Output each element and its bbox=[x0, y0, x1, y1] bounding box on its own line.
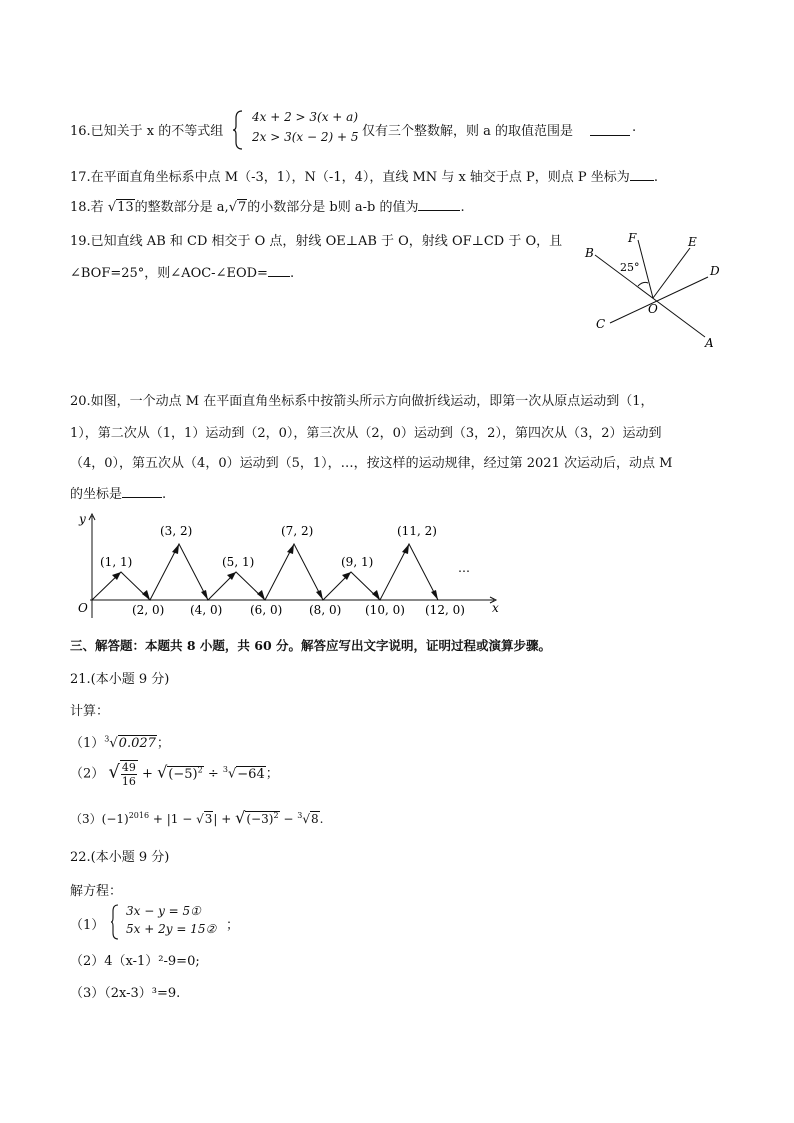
root-index: 3 bbox=[104, 734, 110, 744]
q17-end: . bbox=[653, 170, 658, 185]
q22-part3: （3）（2x-3）³=9. bbox=[70, 986, 181, 1001]
q22-part2: （2）4（x-1）²-9=0; bbox=[70, 954, 200, 969]
q22-sub: 解方程： bbox=[70, 884, 123, 899]
q17-blank bbox=[630, 167, 654, 181]
q22-title: 22.(本小题 9 分) bbox=[70, 850, 170, 865]
q19-line2: ∠BOF=25°，则∠AOC-∠EOD= bbox=[70, 266, 268, 281]
peak-label: (1, 1) bbox=[100, 555, 133, 569]
label-F: F bbox=[628, 231, 637, 245]
angle-arc bbox=[638, 282, 648, 286]
zigzag-figure bbox=[70, 508, 510, 620]
fraction: $\frac{49}{16}$ bbox=[121, 761, 136, 788]
arrowhead bbox=[142, 590, 150, 600]
q16-line1: 4x + 2 > 3(x + a) bbox=[252, 110, 359, 124]
ray-OE bbox=[653, 248, 690, 298]
bottom-label: (10, 0) bbox=[365, 603, 405, 617]
arrowhead bbox=[257, 590, 265, 600]
q21-part1: $(1)^3√0.027$； bbox=[70, 734, 170, 751]
q17-text: 17.在平面直角坐标系中点 M（-3，1），N（-1，4），直线 MN 与 x 轴交于点 P，则点 P 坐标为 bbox=[70, 170, 630, 185]
q21-title: 21.(本小题 9 分) bbox=[70, 672, 170, 687]
arrowhead bbox=[402, 544, 409, 554]
peak-label: (3, 2) bbox=[160, 524, 193, 538]
q19-line1: 19.已知直线 AB 和 CD 相交于 O 点，射线 OE⊥AB 于 O，射线 OF⊥CD 于 O，且 bbox=[70, 234, 563, 249]
question-19-line2 bbox=[70, 262, 294, 281]
question-17 bbox=[70, 166, 658, 185]
arrowhead bbox=[431, 590, 438, 600]
radicand: 0.027 bbox=[118, 736, 156, 751]
label-B: B bbox=[585, 246, 594, 260]
q21-part2: （2） √ $\frac{49}{16}$ + $√(-5)^2 \div ^3√-64$； bbox=[70, 761, 279, 788]
q16-blank bbox=[590, 120, 630, 136]
label-angle: 25° bbox=[620, 261, 640, 274]
eq1: 3x − y = 5① bbox=[126, 904, 201, 918]
zigzag-path bbox=[92, 544, 438, 600]
arrowheads bbox=[112, 544, 438, 600]
peak-label: (9, 1) bbox=[341, 555, 374, 569]
label-O: O bbox=[648, 302, 658, 316]
arrowhead bbox=[227, 572, 236, 580]
bottom-label: (6, 0) bbox=[250, 603, 283, 617]
arrowhead bbox=[342, 572, 351, 580]
section-heading: 三、解答题：本题共 8 小题，共 60 分。解答应写出文字说明，证明过程或演算步骤。 bbox=[70, 638, 552, 653]
q16-line2: 2x > 3(x − 2) + 5 bbox=[252, 130, 359, 144]
brace-icon bbox=[232, 110, 244, 150]
axis-label-y: y bbox=[79, 512, 86, 526]
label-C: C bbox=[596, 317, 606, 331]
angle-figure bbox=[580, 225, 730, 355]
question-20-line4 bbox=[70, 483, 166, 502]
line-CD bbox=[610, 277, 708, 323]
q20-line1: 20.如图，一个动点 M 在平面直角坐标系中按箭头所示方向做折线运动，即第一次从原点运动到（1， bbox=[70, 394, 654, 409]
bottom-label: (12, 0) bbox=[425, 603, 465, 617]
ellipsis: … bbox=[458, 561, 470, 575]
bottom-label: (4, 0) bbox=[190, 603, 223, 617]
q20-line3: （4，0），第五次从（4，0）运动到（5，1），…，按这样的运动规律，经过第 2021 次运动后，动点 M bbox=[70, 456, 673, 471]
label-D: D bbox=[710, 264, 720, 278]
arrowhead bbox=[287, 544, 294, 554]
arrowhead bbox=[372, 590, 380, 600]
eq2: 5x + 2y = 15② bbox=[126, 922, 217, 936]
q16-end: . bbox=[632, 120, 637, 135]
q19-blank bbox=[268, 263, 290, 277]
label-E: E bbox=[688, 235, 697, 249]
q18-a: 18.若 bbox=[70, 200, 104, 215]
q20-end: . bbox=[162, 487, 167, 502]
brace-icon bbox=[110, 904, 120, 940]
question-18 bbox=[70, 196, 465, 215]
q18-e: 的小数部分是 b则 a-b 的值为 bbox=[247, 200, 419, 215]
q16-suffix: 仅有三个整数解，则 a 的取值范围是 bbox=[362, 124, 574, 139]
bottom-label: (8, 0) bbox=[309, 603, 342, 617]
axis-label-x: x bbox=[492, 601, 499, 615]
bottom-label: (2, 0) bbox=[132, 603, 165, 617]
q20-blank bbox=[122, 484, 162, 498]
peak-label: (7, 2) bbox=[281, 524, 314, 538]
q20-line2: 1），第二次从（1，1）运动到（2，0），第三次从（2，0）运动到（3，2），第四次从（3，2）运动到 bbox=[70, 426, 662, 441]
q20-line4: 的坐标是 bbox=[70, 487, 123, 502]
q18-end: . bbox=[460, 200, 465, 215]
q16-prefix: 16.已知关于 x 的不等式组 bbox=[70, 124, 224, 139]
peak-label: (11, 2) bbox=[397, 524, 437, 538]
arrowhead bbox=[172, 544, 179, 554]
q19-end: . bbox=[289, 266, 295, 281]
peak-label: (5, 1) bbox=[222, 555, 255, 569]
sqrt-13: √13 bbox=[107, 200, 134, 215]
q18-c: 的整数部分是 a, bbox=[134, 200, 229, 215]
arrowhead bbox=[316, 590, 323, 600]
arrowhead bbox=[201, 590, 208, 600]
q21-part3: $(3)(-1)^{2016} + |1 - √3| + √(-3)^2 - ^3√8$. bbox=[70, 808, 324, 827]
label-A: A bbox=[705, 336, 714, 350]
sqrt-7: √7 bbox=[228, 200, 247, 215]
line-BA bbox=[595, 255, 705, 337]
q18-blank bbox=[418, 197, 460, 211]
origin-label: O bbox=[78, 601, 88, 615]
q21-sub: 计算： bbox=[70, 704, 110, 719]
